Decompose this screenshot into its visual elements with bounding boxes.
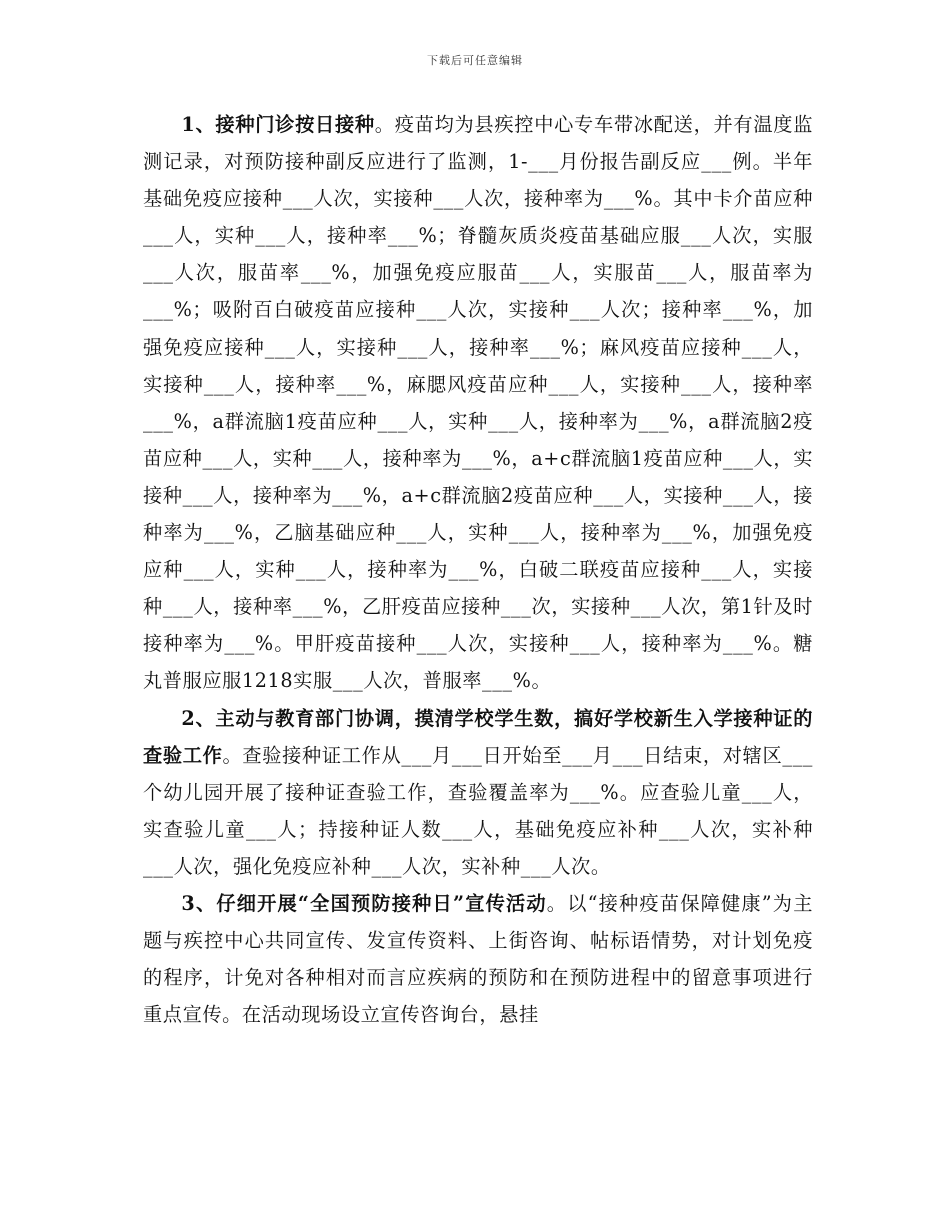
paragraph-heading: 1、接种门诊按日接种: [181, 113, 375, 136]
page-header-note: 下载后可任意编辑: [427, 54, 523, 67]
paragraph-text: 。查验接种证工作从___月___日开始至___月___日结束，对辖区___个幼儿园开展了接种证查验工作，查验覆盖率为___%。应查验儿童___人，实查验儿童___人；持接种证人数___人，基础免疫应补种___人次，实补种___人次，强化免疫应补种___人次，实补种___人次。: [143, 743, 813, 878]
paragraph-text: 。以“接种疫苗保障健康”为主题与疾控中心共同宣传、发宣传资料、上街咨询、帖标语情势，对计划免疫的程序，计免对各种相对而言应疾病的预防和在预防进程中的留意事项进行重点宣传。在活动现场设立宣传咨询台，悬挂: [143, 891, 813, 1027]
paragraph-vaccination-daily: [143, 106, 813, 700]
paragraph-school-check: [143, 700, 813, 885]
paragraph-text: 。疫苗均为县疾控中心专车带冰配送，并有温度监测记录，对预防接种副反应进行了监测，1-___月份报告副反应___例。半年基础免疫应接种___人次，实接种___人次，接种率为___%。其中卡介苗应种___人，实种___人，接种率___%；脊髓灰质炎疫苗基础应服___人次，实服___人次，服苗率___%，加强免疫应服苗___人，实服苗___人，服苗率为___%；吸附百白破疫苗应接种___人次，实接种___人次；接种率___%，加强免疫应接种___人，实接种___人，接种率___%；麻风疫苗应接种___人，实接种___人，接种率___%，麻腮风疫苗应种___人，实接种___人，接种率___%，a群流脑1疫苗应种___人，实种___人，接种率为___%，a群流脑2疫苗应种___人，实种___人，接种率为___%，a+c群流脑1疫苗应种___人，实接种___人，接种率为___%，a+c群流脑2疫苗应种___人，实接种___人，接种率为___%，乙脑基础应种___人，实种___人，接种率为___%，加强免疫应种___人，实种___人，接种率为___%，白破二联疫苗应接种___人，实接种___人，接种率___%，乙肝疫苗应接种___次，实接种___人次，第1针及时接种率为___%。甲肝疫苗接种___人次，实接种___人，接种率为___%。糖丸普服应服1218实服___人次，普服率___%。: [143, 113, 813, 693]
paragraph-heading: 2、主动与教育部门协调，摸清学校学生数，搞好学校新生入学接种证的查验工作: [143, 706, 813, 767]
paragraph-heading: 3、仔细开展“全国预防接种日”宣传活动: [181, 891, 547, 915]
paragraph-vaccination-day: [143, 885, 813, 1033]
document-body: [143, 106, 813, 1033]
